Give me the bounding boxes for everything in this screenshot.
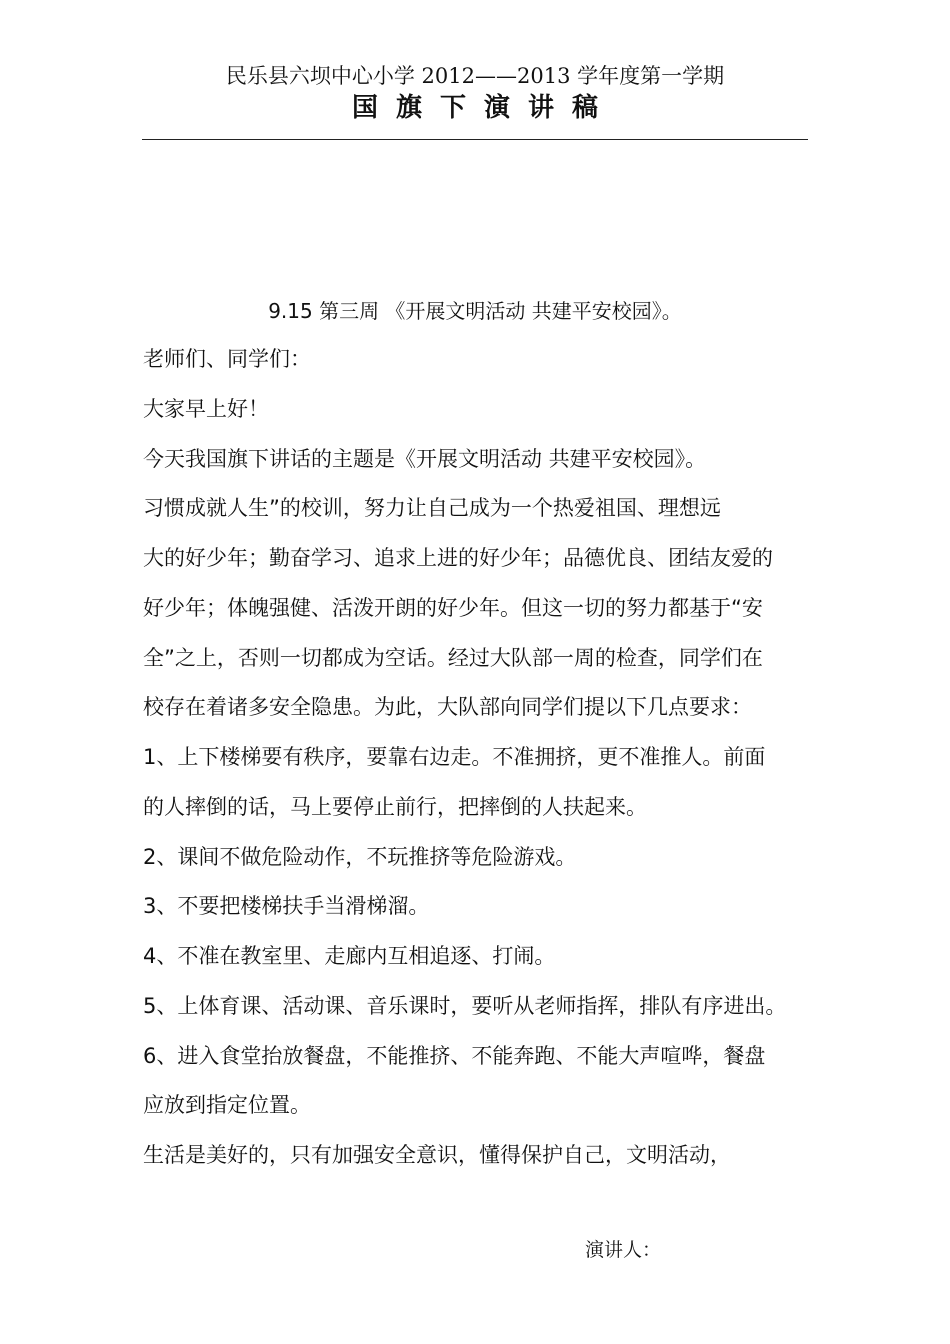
- rule-item-3: 3、不要把楼梯扶手当滑梯溜。: [143, 894, 430, 918]
- speech-title: 9.15 第三周 《开展文明活动 共建平安校园》。: [268, 299, 682, 323]
- body-line: 校存在着诸多安全隐患。为此，大队部向同学们提以下几点要求：: [143, 695, 752, 719]
- rule-item-5: 5、上体育课、活动课、音乐课时，要听从老师指挥，排队有序进出。: [143, 994, 787, 1018]
- greeting-line: 大家早上好！: [143, 397, 269, 421]
- rule-item-4: 4、不准在教室里、走廊内互相追逐、打闹。: [143, 944, 556, 968]
- body-line: 全”之上，否则一切都成为空话。经过大队部一周的检查，同学们在: [143, 646, 763, 670]
- body-line: 今天我国旗下讲话的主题是《开展文明活动 共建平安校园》。: [143, 447, 707, 471]
- body-line: 大的好少年；勤奋学习、追求上进的好少年；品德优良、团结友爱的: [143, 546, 773, 570]
- body-line: 习惯成就人生”的校训，努力让自己成为一个热爱祖国、理想远: [143, 496, 721, 520]
- salutation-line: 老师们、同学们：: [143, 347, 311, 371]
- body-line: 好少年；体魄强健、活泼开朗的好少年。但这一切的努力都基于“安: [143, 596, 763, 620]
- rule-item-6: 6、进入食堂抬放餐盘，不能推挤、不能奔跑、不能大声喧哗，餐盘: [143, 1044, 766, 1068]
- header-divider: [142, 139, 808, 140]
- rule-item-6-cont: 应放到指定位置。: [143, 1093, 311, 1117]
- closing-line: 生活是美好的，只有加强安全意识，懂得保护自己，文明活动，: [143, 1143, 731, 1167]
- rule-item-2: 2、课间不做危险动作，不玩推挤等危险游戏。: [143, 845, 577, 869]
- rule-item-1-cont: 的人摔倒的话，马上要停止前行，把摔倒的人扶起来。: [143, 795, 647, 819]
- speaker-label: 演讲人：: [585, 1239, 662, 1261]
- school-term-header: 民乐县六坝中心小学 2012——2013 学年度第一学期: [225, 64, 725, 88]
- rule-item-1: 1、上下楼梯要有秩序，要靠右边走。不准拥挤，更不准推人。前面: [143, 745, 766, 769]
- document-title: 国旗下演讲稿: [351, 93, 616, 123]
